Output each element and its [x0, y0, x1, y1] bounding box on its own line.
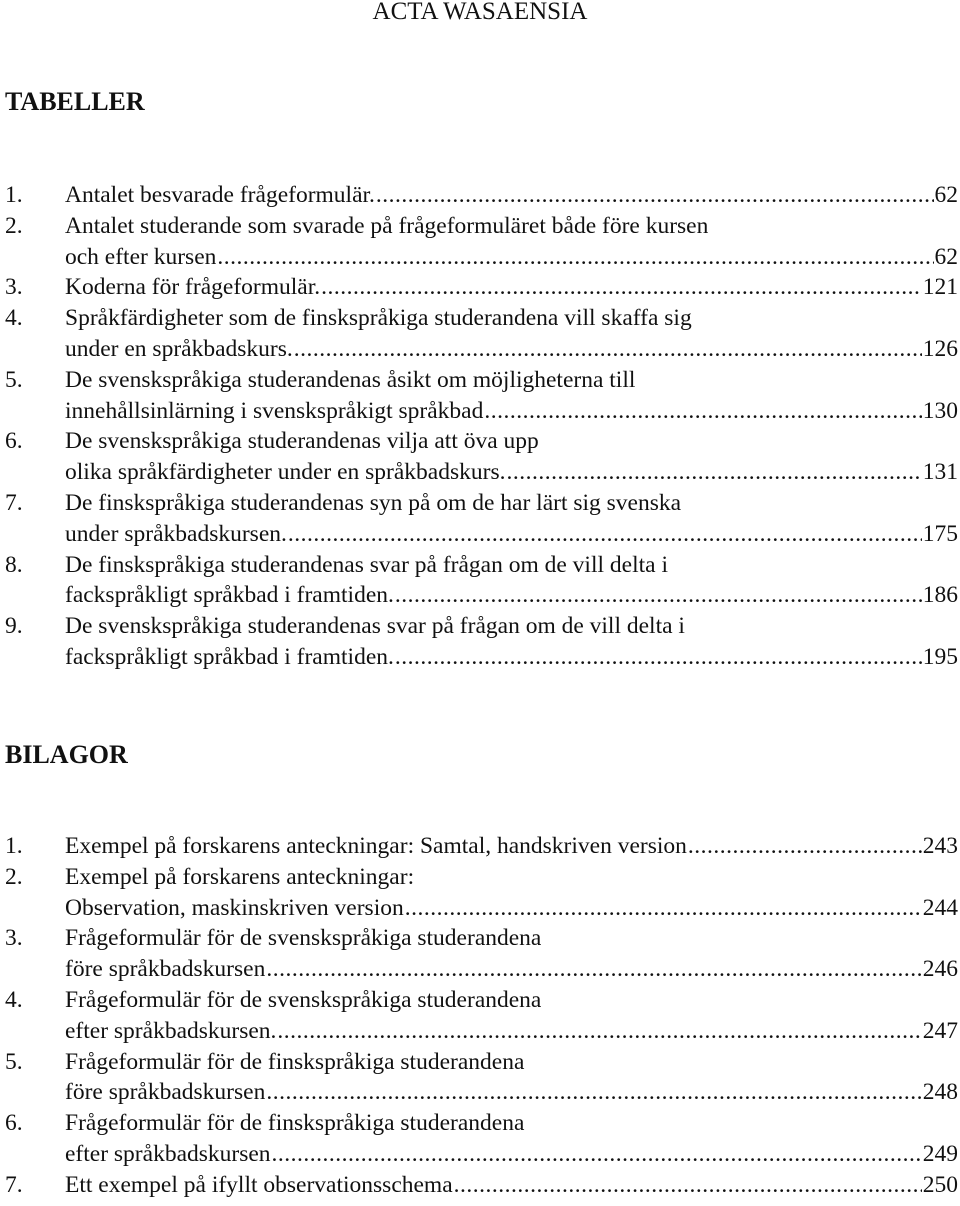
entry-number: 7. [5, 1171, 23, 1198]
dot-leader [294, 334, 922, 365]
bilagor-list [5, 831, 958, 1201]
toc-entry-line [5, 180, 958, 211]
entry-number: 5. [5, 366, 23, 393]
page-number[interactable]: 246 [922, 956, 958, 983]
toc-entry-line [5, 550, 958, 581]
entry-number: 3. [5, 925, 23, 952]
toc-entry-line [5, 334, 958, 365]
toc-entry-line [5, 365, 958, 396]
entry-title: före språkbadskursen [65, 1079, 266, 1106]
entry-title: Exempel på forskarens anteckningar: Samtal, handskriven version [65, 833, 687, 859]
dot-leader [272, 1139, 922, 1170]
entry-title: Frågeformulär för de svenskspråkiga studerandena [65, 925, 542, 952]
dot-leader [277, 1016, 921, 1047]
dot-leader [405, 893, 922, 924]
toc-entry-line [5, 242, 958, 273]
bilaga-entry[interactable] [5, 1170, 958, 1201]
entry-title: Antalet studerande som svarade på frågeformuläret både före kursen [65, 212, 709, 239]
entry-title: De svenskspråkiga studerandenas åsikt om möjligheterna till [65, 366, 636, 393]
entry-title: De finskspråkiga studerandenas svar på frågan om de vill delta i [65, 551, 668, 578]
toc-entry-line [5, 303, 958, 334]
toc-entry-line [5, 862, 958, 893]
entry-number: 6. [5, 1110, 23, 1137]
toc-entry-line [5, 1047, 958, 1078]
entry-title: efter språkbadskursen. [65, 1017, 277, 1044]
toc-entry-line [5, 211, 958, 242]
entry-title: De svenskspråkiga studerandenas svar på frågan om de vill delta i [65, 613, 685, 640]
toc-entry-line [5, 426, 958, 457]
tabell-entry[interactable] [5, 180, 958, 211]
entry-title: Frågeformulär för de svenskspråkiga studerandena [65, 986, 542, 1013]
page-number[interactable]: 126 [922, 335, 958, 362]
page-number[interactable]: 195 [922, 643, 958, 670]
toc-entry-line [5, 519, 958, 550]
toc-entry-line [5, 488, 958, 519]
entry-title: olika språkfärdigheter under en språkbadskurs. [65, 459, 506, 486]
entry-title: före språkbadskursen [65, 956, 266, 983]
dot-leader [484, 396, 921, 427]
tabell-entry[interactable] [5, 488, 958, 550]
bilaga-entry[interactable] [5, 862, 958, 924]
bilaga-entry[interactable] [5, 985, 958, 1047]
page-number[interactable]: 130 [922, 397, 958, 424]
entry-title: Frågeformulär för de finskspråkiga studerandena [65, 1110, 525, 1137]
entry-title: Antalet besvarade frågeformulär. [65, 182, 375, 208]
toc-entry-line [5, 642, 958, 673]
entry-title: efter språkbadskursen [65, 1140, 271, 1167]
dot-leader [454, 1170, 922, 1201]
entry-number: 7. [5, 489, 23, 516]
entry-number: 4. [5, 986, 23, 1013]
entry-number: 9. [5, 613, 23, 640]
dot-leader [688, 831, 922, 862]
page-number[interactable]: 244 [922, 894, 958, 921]
dot-leader [321, 272, 922, 303]
toc-entry-line [5, 457, 958, 488]
entry-number: 1. [5, 182, 23, 208]
tabell-entry[interactable] [5, 550, 958, 612]
toc-entry-line [5, 985, 958, 1016]
entry-number: 4. [5, 305, 23, 332]
page-number[interactable]: 62 [934, 243, 958, 270]
toc-entry-line [5, 396, 958, 427]
toc-entry-line [5, 1139, 958, 1170]
entry-title: under språkbadskursen. [65, 520, 287, 547]
page-number[interactable]: 250 [922, 1171, 958, 1198]
tabell-entry[interactable] [5, 303, 958, 365]
toc-entry-line [5, 954, 958, 985]
toc-entry-line [5, 272, 958, 303]
dot-leader [506, 457, 921, 488]
tabell-entry[interactable] [5, 611, 958, 673]
entry-title: fackspråkligt språkbad i framtiden. [65, 643, 394, 670]
entry-number: 1. [5, 833, 23, 859]
bilaga-entry[interactable] [5, 831, 958, 862]
toc-entry-line [5, 1170, 958, 1201]
tabeller-list [5, 180, 958, 673]
entry-number: 3. [5, 274, 23, 301]
entry-number: 2. [5, 212, 23, 239]
entry-title: Ett exempel på ifyllt observationsschema [65, 1171, 453, 1198]
page-number[interactable]: 186 [922, 582, 958, 609]
page-number[interactable]: 247 [922, 1017, 958, 1044]
page-number[interactable]: 175 [922, 520, 958, 547]
running-header: ACTA WASAENSIA [372, 0, 588, 25]
page-number[interactable]: 248 [922, 1079, 958, 1106]
bilaga-entry[interactable] [5, 1108, 958, 1170]
toc-entry-line [5, 611, 958, 642]
bilaga-entry[interactable] [5, 1047, 958, 1109]
entry-number: 5. [5, 1048, 23, 1075]
page-number[interactable]: 243 [922, 833, 958, 859]
page-number[interactable]: 121 [922, 274, 958, 301]
entry-title: Språkfärdigheter som de finskspråkiga studerandena vill skaffa sig [65, 305, 692, 332]
toc-entry-line [5, 1108, 958, 1139]
toc-entry-line [5, 1016, 958, 1047]
entry-title: Koderna för frågeformulär. [65, 274, 321, 301]
dot-leader [266, 954, 921, 985]
entry-title: Observation, maskinskriven version [65, 894, 404, 921]
dot-leader [217, 242, 933, 273]
bilaga-entry[interactable] [5, 923, 958, 985]
dot-leader [395, 642, 922, 673]
tabell-entry[interactable] [5, 272, 958, 303]
tabell-entry[interactable] [5, 426, 958, 488]
entry-title: De finskspråkiga studerandenas syn på om de har lärt sig svenska [65, 489, 682, 516]
page-number[interactable]: 131 [922, 459, 958, 486]
toc-entry-line [5, 580, 958, 611]
entry-number: 6. [5, 428, 23, 455]
entry-number: 2. [5, 863, 23, 890]
entry-title: fackspråkligt språkbad i framtiden. [65, 582, 394, 609]
toc-entry-line [5, 893, 958, 924]
entry-title: Frågeformulär för de finskspråkiga studerandena [65, 1048, 525, 1075]
toc-entry-line [5, 1077, 958, 1108]
entry-title: Exempel på forskarens anteckningar: [65, 863, 415, 890]
tabell-entry[interactable] [5, 211, 958, 273]
entry-title: innehållsinlärning i svenskspråkigt språkbad [65, 397, 484, 424]
dot-leader [376, 180, 934, 211]
dot-leader [288, 519, 922, 550]
section-heading-tabeller: TABELLER [5, 87, 145, 116]
entry-number: 8. [5, 551, 23, 578]
entry-title: under en språkbadskurs. [65, 335, 293, 362]
dot-leader [395, 580, 922, 611]
entry-title: De svenskspråkiga studerandenas vilja att öva upp [65, 428, 539, 455]
tabell-entry[interactable] [5, 365, 958, 427]
toc-entry-line [5, 923, 958, 954]
section-heading-bilagor: BILAGOR [5, 740, 128, 769]
entry-title: och efter kursen [65, 243, 217, 270]
dot-leader [266, 1077, 921, 1108]
toc-entry-line [5, 831, 958, 862]
page-number[interactable]: 62 [934, 182, 958, 208]
page-number[interactable]: 249 [922, 1140, 958, 1167]
